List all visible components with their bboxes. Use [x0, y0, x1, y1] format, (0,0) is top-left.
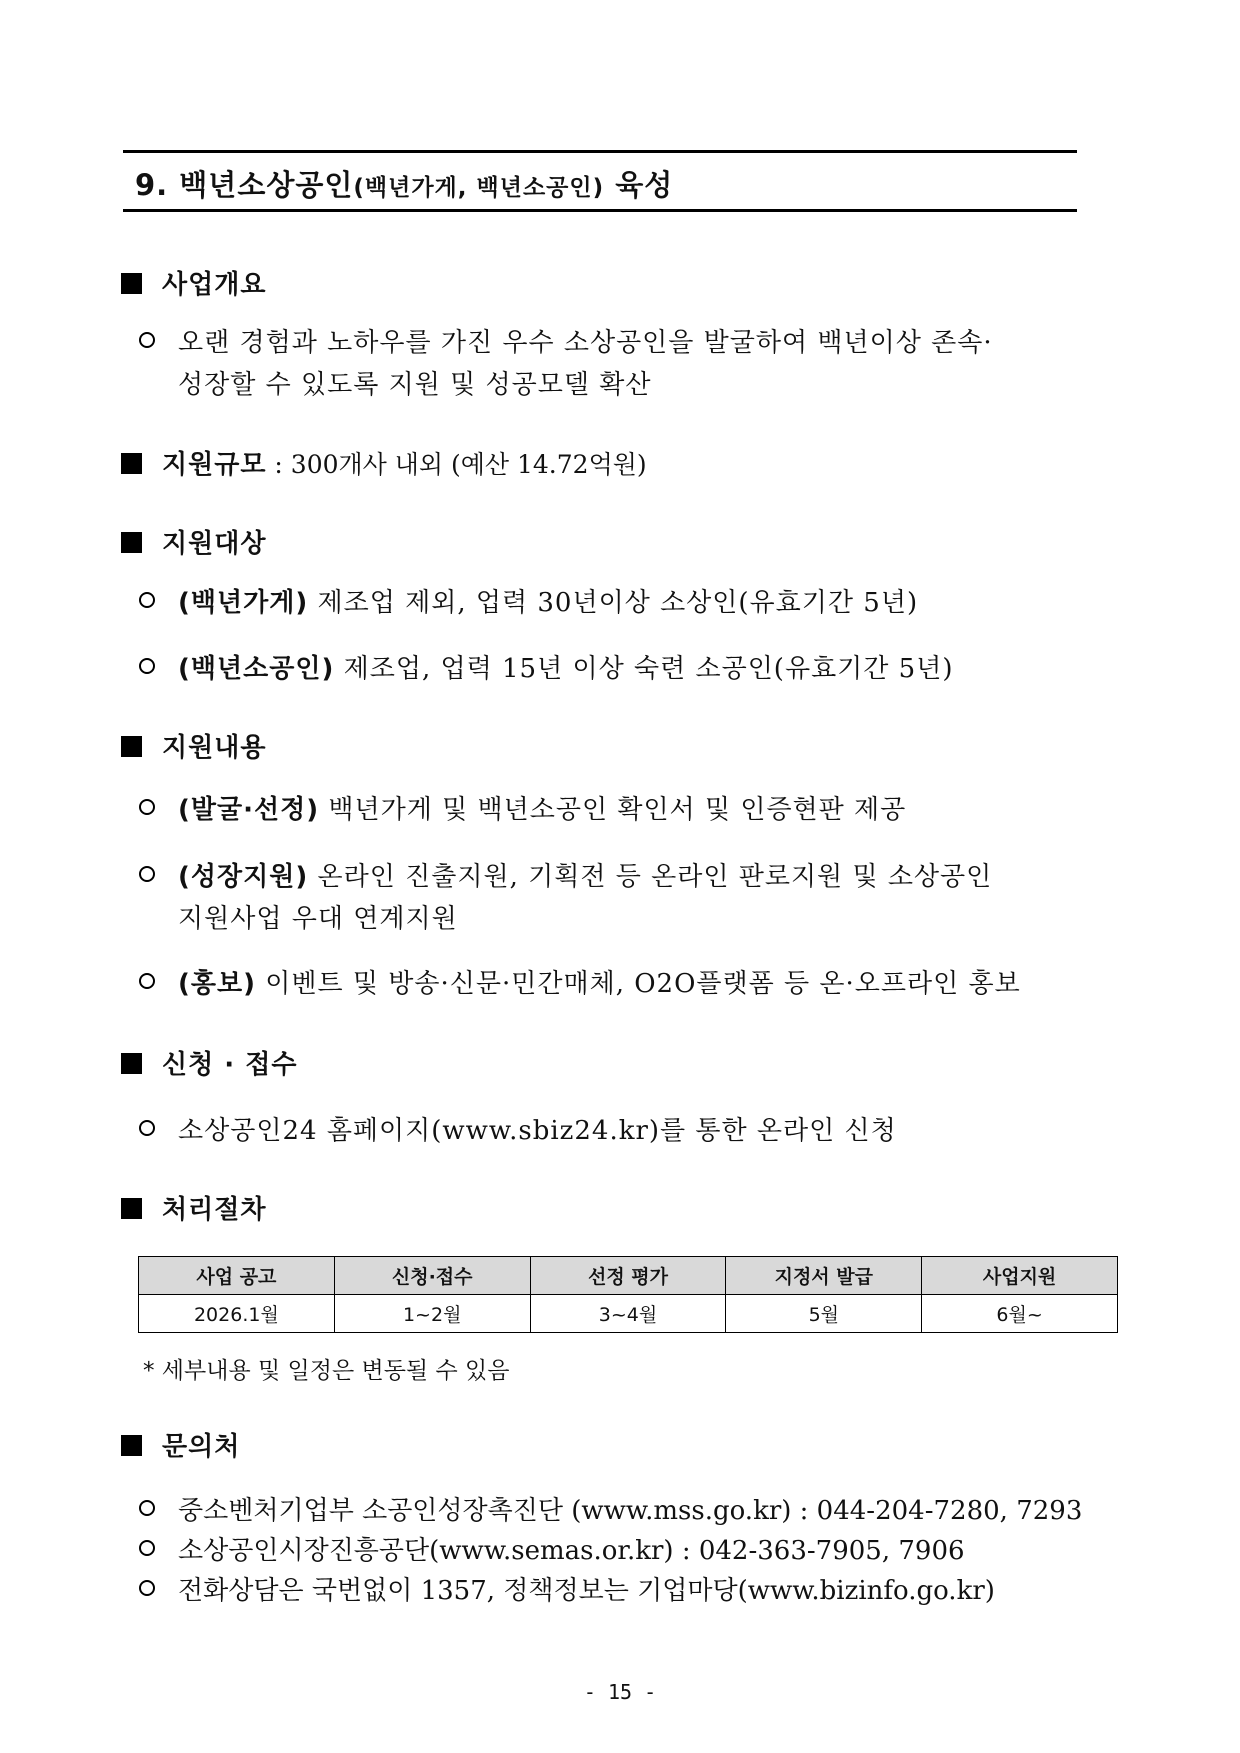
heading-target-label: 지원대상 — [162, 529, 267, 559]
table-header-row — [139, 1257, 1118, 1295]
heading-process-label: 처리절차 — [162, 1195, 267, 1225]
heading-overview-label: 사업개요 — [162, 270, 267, 300]
content-item-text: 백년가게 및 백년소공인 확인서 및 인증현판 제공 — [319, 795, 907, 825]
circle-bullet-icon — [139, 592, 155, 608]
table-row — [139, 1295, 1118, 1333]
heading-scale-label: 지원규모 — [162, 450, 267, 480]
heading-content — [121, 727, 266, 764]
table-cell: 1~2월 — [334, 1295, 530, 1333]
heading-contact — [121, 1426, 240, 1463]
section-title-box — [123, 150, 1077, 212]
target-item-text: 제조업, 업력 15년 이상 숙련 소공인(유효기간 5년) — [334, 654, 954, 684]
heading-overview — [121, 264, 266, 301]
circle-bullet-icon — [139, 1580, 155, 1596]
square-bullet-icon — [121, 273, 142, 294]
content-item-label: (발굴·선정) — [178, 795, 320, 825]
table-cell: 3~4월 — [530, 1295, 726, 1333]
heading-content-label: 지원내용 — [162, 733, 267, 763]
heading-apply — [121, 1044, 297, 1081]
table-header-cell: 선정 평가 — [530, 1257, 726, 1295]
overview-line-1: 오랜 경험과 노하우를 가진 우수 소상공인을 발굴하여 백년이상 존속· — [178, 328, 993, 358]
scale-text: : 300개사 내외 (예산 14.72억원) — [266, 450, 647, 479]
table-header-cell: 지정서 발급 — [726, 1257, 922, 1295]
table-header-cell: 신청·접수 — [334, 1257, 530, 1295]
process-note: * 세부내용 및 일정은 변동될 수 있음 — [143, 1358, 510, 1384]
page-number: - 15 - — [583, 1680, 657, 1704]
contact-line: 전화상담은 국번없이 1357, 정책정보는 기업마당(www.bizinfo.go.kr) — [178, 1576, 995, 1606]
circle-bullet-icon — [139, 1540, 155, 1556]
title-main: 9. 백년소상공인 — [135, 168, 354, 202]
circle-bullet-icon — [139, 658, 155, 674]
circle-bullet-icon — [139, 973, 155, 989]
target-item-label: (백년가게) — [178, 588, 309, 618]
title-tail: 육성 — [604, 168, 674, 202]
table-header-cell: 사업지원 — [922, 1257, 1118, 1295]
square-bullet-icon — [121, 453, 142, 474]
heading-scale — [121, 444, 647, 481]
contact-line: 소상공인시장진흥공단(www.semas.or.kr) : 042-363-7905, 7906 — [178, 1536, 965, 1566]
content-item-text: 이벤트 및 방송·신문·민간매체, O2O플랫폼 등 온·오프라인 홍보 — [256, 969, 1021, 999]
square-bullet-icon — [121, 1053, 142, 1074]
square-bullet-icon — [121, 1198, 142, 1219]
title-paren: (백년가게, 백년소공인) — [353, 175, 605, 201]
process-table — [138, 1256, 1118, 1333]
table-cell: 5월 — [726, 1295, 922, 1333]
target-item-text: 제조업 제외, 업력 30년이상 소상인(유효기간 5년) — [308, 588, 919, 618]
square-bullet-icon — [121, 532, 142, 553]
circle-bullet-icon — [139, 332, 155, 348]
overview-line-2: 성장할 수 있도록 지원 및 성공모델 확산 — [178, 370, 652, 400]
table-header-cell: 사업 공고 — [139, 1257, 335, 1295]
target-item-label: (백년소공인) — [178, 654, 335, 684]
content-item-text-line-2: 지원사업 우대 연계지원 — [178, 904, 458, 934]
table-cell: 2026.1월 — [139, 1295, 335, 1333]
circle-bullet-icon — [139, 866, 155, 882]
heading-contact-label: 문의처 — [162, 1432, 241, 1462]
content-item-label: (홍보) — [178, 969, 256, 999]
square-bullet-icon — [121, 736, 142, 757]
circle-bullet-icon — [139, 799, 155, 815]
content-item-label: (성장지원) — [178, 862, 309, 892]
content-item-text: 온라인 진출지원, 기획전 등 온라인 판로지원 및 소상공인 — [308, 862, 993, 892]
table-cell: 6월~ — [922, 1295, 1118, 1333]
section-title — [135, 163, 673, 204]
contact-line: 중소벤처기업부 소공인성장촉진단 (www.mss.go.kr) : 044-204-7280, 7293 — [178, 1496, 1083, 1526]
heading-process — [121, 1189, 266, 1226]
circle-bullet-icon — [139, 1500, 155, 1516]
square-bullet-icon — [121, 1435, 142, 1456]
apply-text: 소상공인24 홈페이지(www.sbiz24.kr)를 통한 온라인 신청 — [178, 1116, 897, 1146]
circle-bullet-icon — [139, 1120, 155, 1136]
heading-target — [121, 523, 266, 560]
heading-apply-label: 신청 · 접수 — [162, 1050, 298, 1080]
